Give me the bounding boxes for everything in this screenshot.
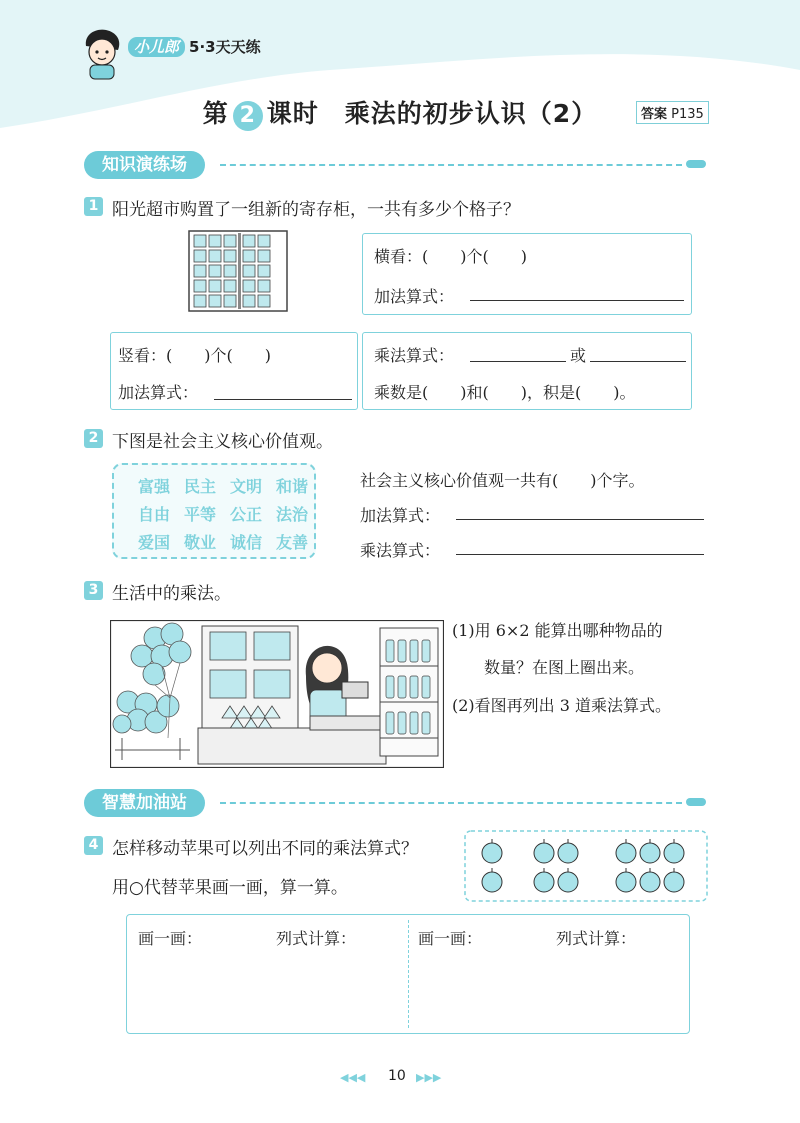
lesson-number: 2 [233,101,263,131]
answer-page: P135 [671,107,704,122]
section-boost: 智慧加油站 [84,789,205,817]
q2-mult-answer-line[interactable] [456,554,704,555]
answer-label: 答案 [641,107,668,122]
q2-add-answer-line[interactable] [456,519,704,520]
section-divider [220,802,682,804]
value-word: 法治 [276,505,309,524]
factors-line: 乘数是( )和( )，积是( )。 [374,383,636,402]
horizontal-add-label: 加法算式： [374,287,455,306]
count-line: 社会主义核心价值观一共有( )个字。 [360,471,645,490]
question-text: 生活中的乘法。 [112,584,231,604]
value-word: 诚信 [230,533,263,552]
value-word: 和谐 [276,477,309,496]
supermarket-illustration [110,620,444,768]
value-word: 爱国 [138,533,171,552]
calc-label-2: 列式计算： [556,929,637,948]
value-word: 平等 [184,505,217,524]
section-divider-end [686,160,706,168]
mult-answer-line-2[interactable] [590,361,686,362]
brand-logo: 小儿郎 [128,37,185,57]
value-word: 公正 [230,505,263,524]
page-number: 10 [388,1068,406,1084]
value-word: 友善 [276,533,309,552]
value-word: 文明 [230,477,263,496]
boy-mascot-icon [80,28,124,80]
q2-add-label: 加法算式： [360,506,441,525]
draw-label-2: 画一画： [418,929,483,948]
question-text-line1: 怎样移动苹果可以列出不同的乘法算式？ [112,839,418,859]
question-text: 阳光超市购置了一组新的寄存柜，一共有多少个格子？ [112,200,520,220]
value-word: 敬业 [184,533,217,552]
footer-arrows-left: ◀◀◀ [340,1071,366,1084]
q2-mult-label: 乘法算式： [360,541,441,560]
answer-reference [636,101,709,124]
mult-label: 乘法算式： [374,346,455,365]
question-text: 下图是社会主义核心价值观。 [112,432,333,452]
draw-label-1: 画一画： [138,929,203,948]
vertical-add-answer-line[interactable] [214,399,352,400]
question-number: 4 [84,836,103,855]
section-divider-end [686,798,706,806]
q3-sub1-line2: 数量？在图上圈出来。 [484,658,645,677]
question-number: 1 [84,197,103,216]
horizontal-add-answer-line[interactable] [470,300,684,301]
title-prefix: 第 [202,99,229,128]
title-suffix: 课时 乘法的初步认识（2） [266,99,598,128]
section-divider [220,164,682,166]
q3-sub1-line1: (1)用 6×2 能算出哪种物品的 [452,621,663,640]
answer-area-divider [408,920,409,1028]
value-word: 民主 [184,477,217,496]
question-number: 2 [84,429,103,448]
footer-arrows-right: ▶▶▶ [416,1071,442,1084]
horizontal-count-label: 横看：( )个( ) [374,247,527,266]
question-number: 3 [84,581,103,600]
brand-series: 5·3天天练 [189,38,261,56]
value-word: 自由 [138,505,171,524]
vertical-count-label: 竖看：( )个( ) [118,346,271,365]
mult-or-label: 或 [570,346,587,365]
question-text-line2: 用○代替苹果画一画，算一算。 [112,878,348,898]
value-word: 富强 [138,477,171,496]
section-practice: 知识演练场 [84,151,205,179]
q3-sub2: (2)看图再列出 3 道乘法算式。 [452,696,672,715]
locker-illustration [188,230,288,312]
apples-panel [464,830,708,902]
brand [128,36,261,57]
vertical-add-label: 加法算式： [118,383,199,402]
mult-answer-line-1[interactable] [470,361,566,362]
calc-label-1: 列式计算： [276,929,357,948]
